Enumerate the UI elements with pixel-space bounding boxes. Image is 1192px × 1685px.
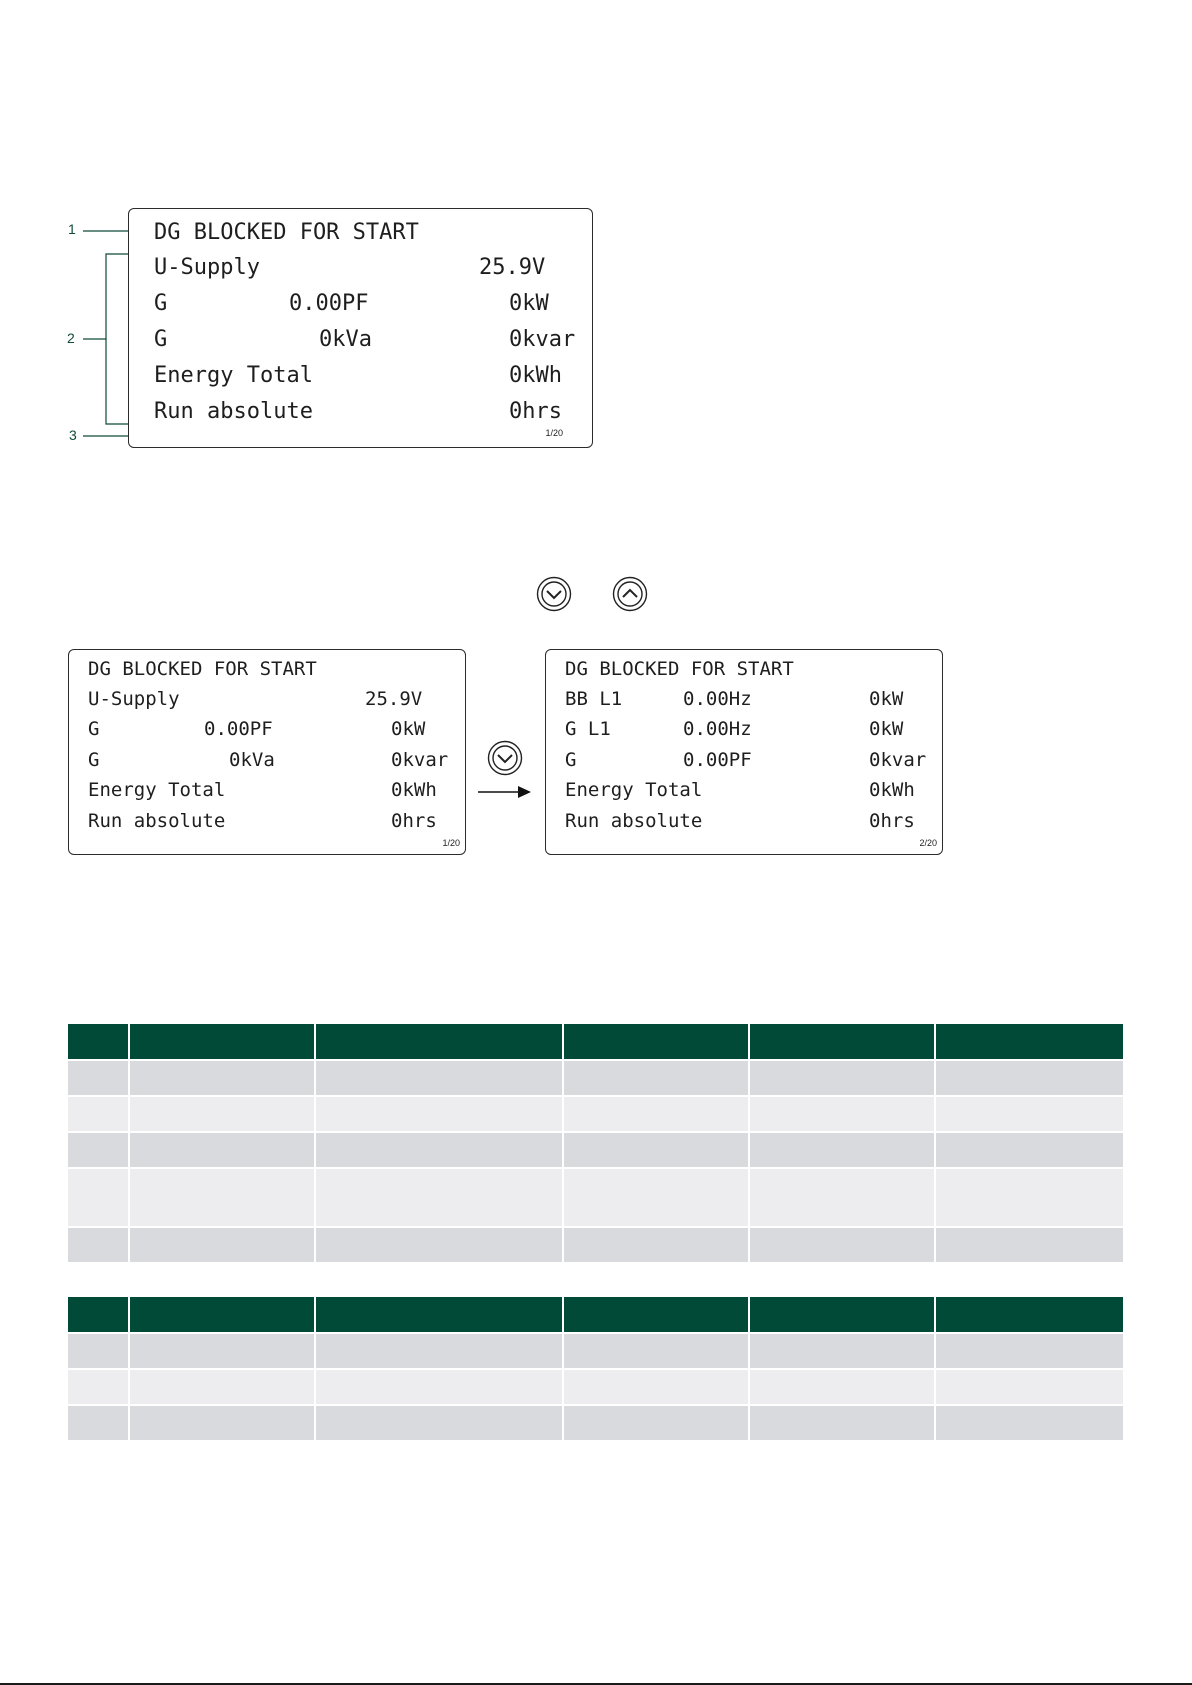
line-value: 0.00PF [289, 291, 369, 316]
table-row [68, 1226, 1123, 1262]
table-row [68, 1332, 1123, 1368]
line-label: BB L1 [565, 688, 623, 710]
line-label: U-Supply [88, 688, 180, 710]
display-page-1 [68, 649, 466, 855]
table-row [68, 1368, 1123, 1404]
line-value: 0kvar [869, 749, 927, 771]
table-2 [68, 1297, 1123, 1440]
status-line: DG BLOCKED FOR START [88, 658, 317, 680]
chevron-up-circle-icon[interactable] [612, 576, 648, 612]
line-value: 0kW [869, 718, 904, 740]
line-value: 25.9V [365, 688, 423, 710]
table-row [68, 1095, 1123, 1131]
line-value: 0kW [509, 291, 549, 316]
line-value: 0hrs [509, 399, 562, 424]
line-value: 0.00PF [204, 718, 273, 740]
arrow-right-icon [478, 784, 534, 800]
line-label: U-Supply [154, 255, 260, 280]
callout-1: 1 [68, 221, 76, 237]
table-row [68, 1059, 1123, 1095]
line-value: 0hrs [869, 810, 915, 832]
table-header-row [68, 1297, 1123, 1332]
line-value: 0.00Hz [683, 688, 752, 710]
table-header-row [68, 1024, 1123, 1059]
line-value: 0kVa [229, 749, 275, 771]
line-value: 0.00PF [683, 749, 752, 771]
status-line: DG BLOCKED FOR START [154, 220, 419, 245]
table-row [68, 1131, 1123, 1167]
table-row [68, 1404, 1123, 1440]
line-value: 0kVa [319, 327, 372, 352]
line-value: 0kvar [509, 327, 576, 352]
line-value: 0hrs [391, 810, 437, 832]
page-indicator: 2/20 [919, 838, 937, 848]
line-label: Energy Total [154, 363, 313, 388]
line-value: 0kWh [509, 363, 562, 388]
line-label: G L1 [565, 718, 611, 740]
line-label: G [565, 749, 577, 771]
line-label: Run absolute [88, 810, 226, 832]
line-value: 0kW [391, 718, 426, 740]
callout-3: 3 [69, 427, 77, 443]
line-label: G [154, 327, 168, 352]
line-label: Run absolute [565, 810, 703, 832]
page-indicator: 1/20 [545, 428, 563, 438]
chevron-down-circle-icon[interactable] [487, 740, 523, 776]
main-display [128, 208, 593, 448]
page-indicator: 1/20 [442, 838, 460, 848]
line-label: Energy Total [88, 779, 226, 801]
line-value: 0kW [869, 688, 904, 710]
table-row [68, 1167, 1123, 1226]
line-label: Energy Total [565, 779, 703, 801]
status-line: DG BLOCKED FOR START [565, 658, 794, 680]
line-value: 0kvar [391, 749, 449, 771]
line-label: G [88, 749, 100, 771]
line-value: 0kWh [391, 779, 437, 801]
line-label: G [88, 718, 100, 740]
callout-2: 2 [67, 330, 75, 346]
line-label: Run absolute [154, 399, 313, 424]
line-label: G [154, 291, 168, 316]
chevron-down-circle-icon[interactable] [536, 576, 572, 612]
line-value: 0.00Hz [683, 718, 752, 740]
line-value: 0kWh [869, 779, 915, 801]
display-page-2 [545, 649, 943, 855]
line-value: 25.9V [479, 255, 546, 280]
table-1 [68, 1024, 1123, 1262]
